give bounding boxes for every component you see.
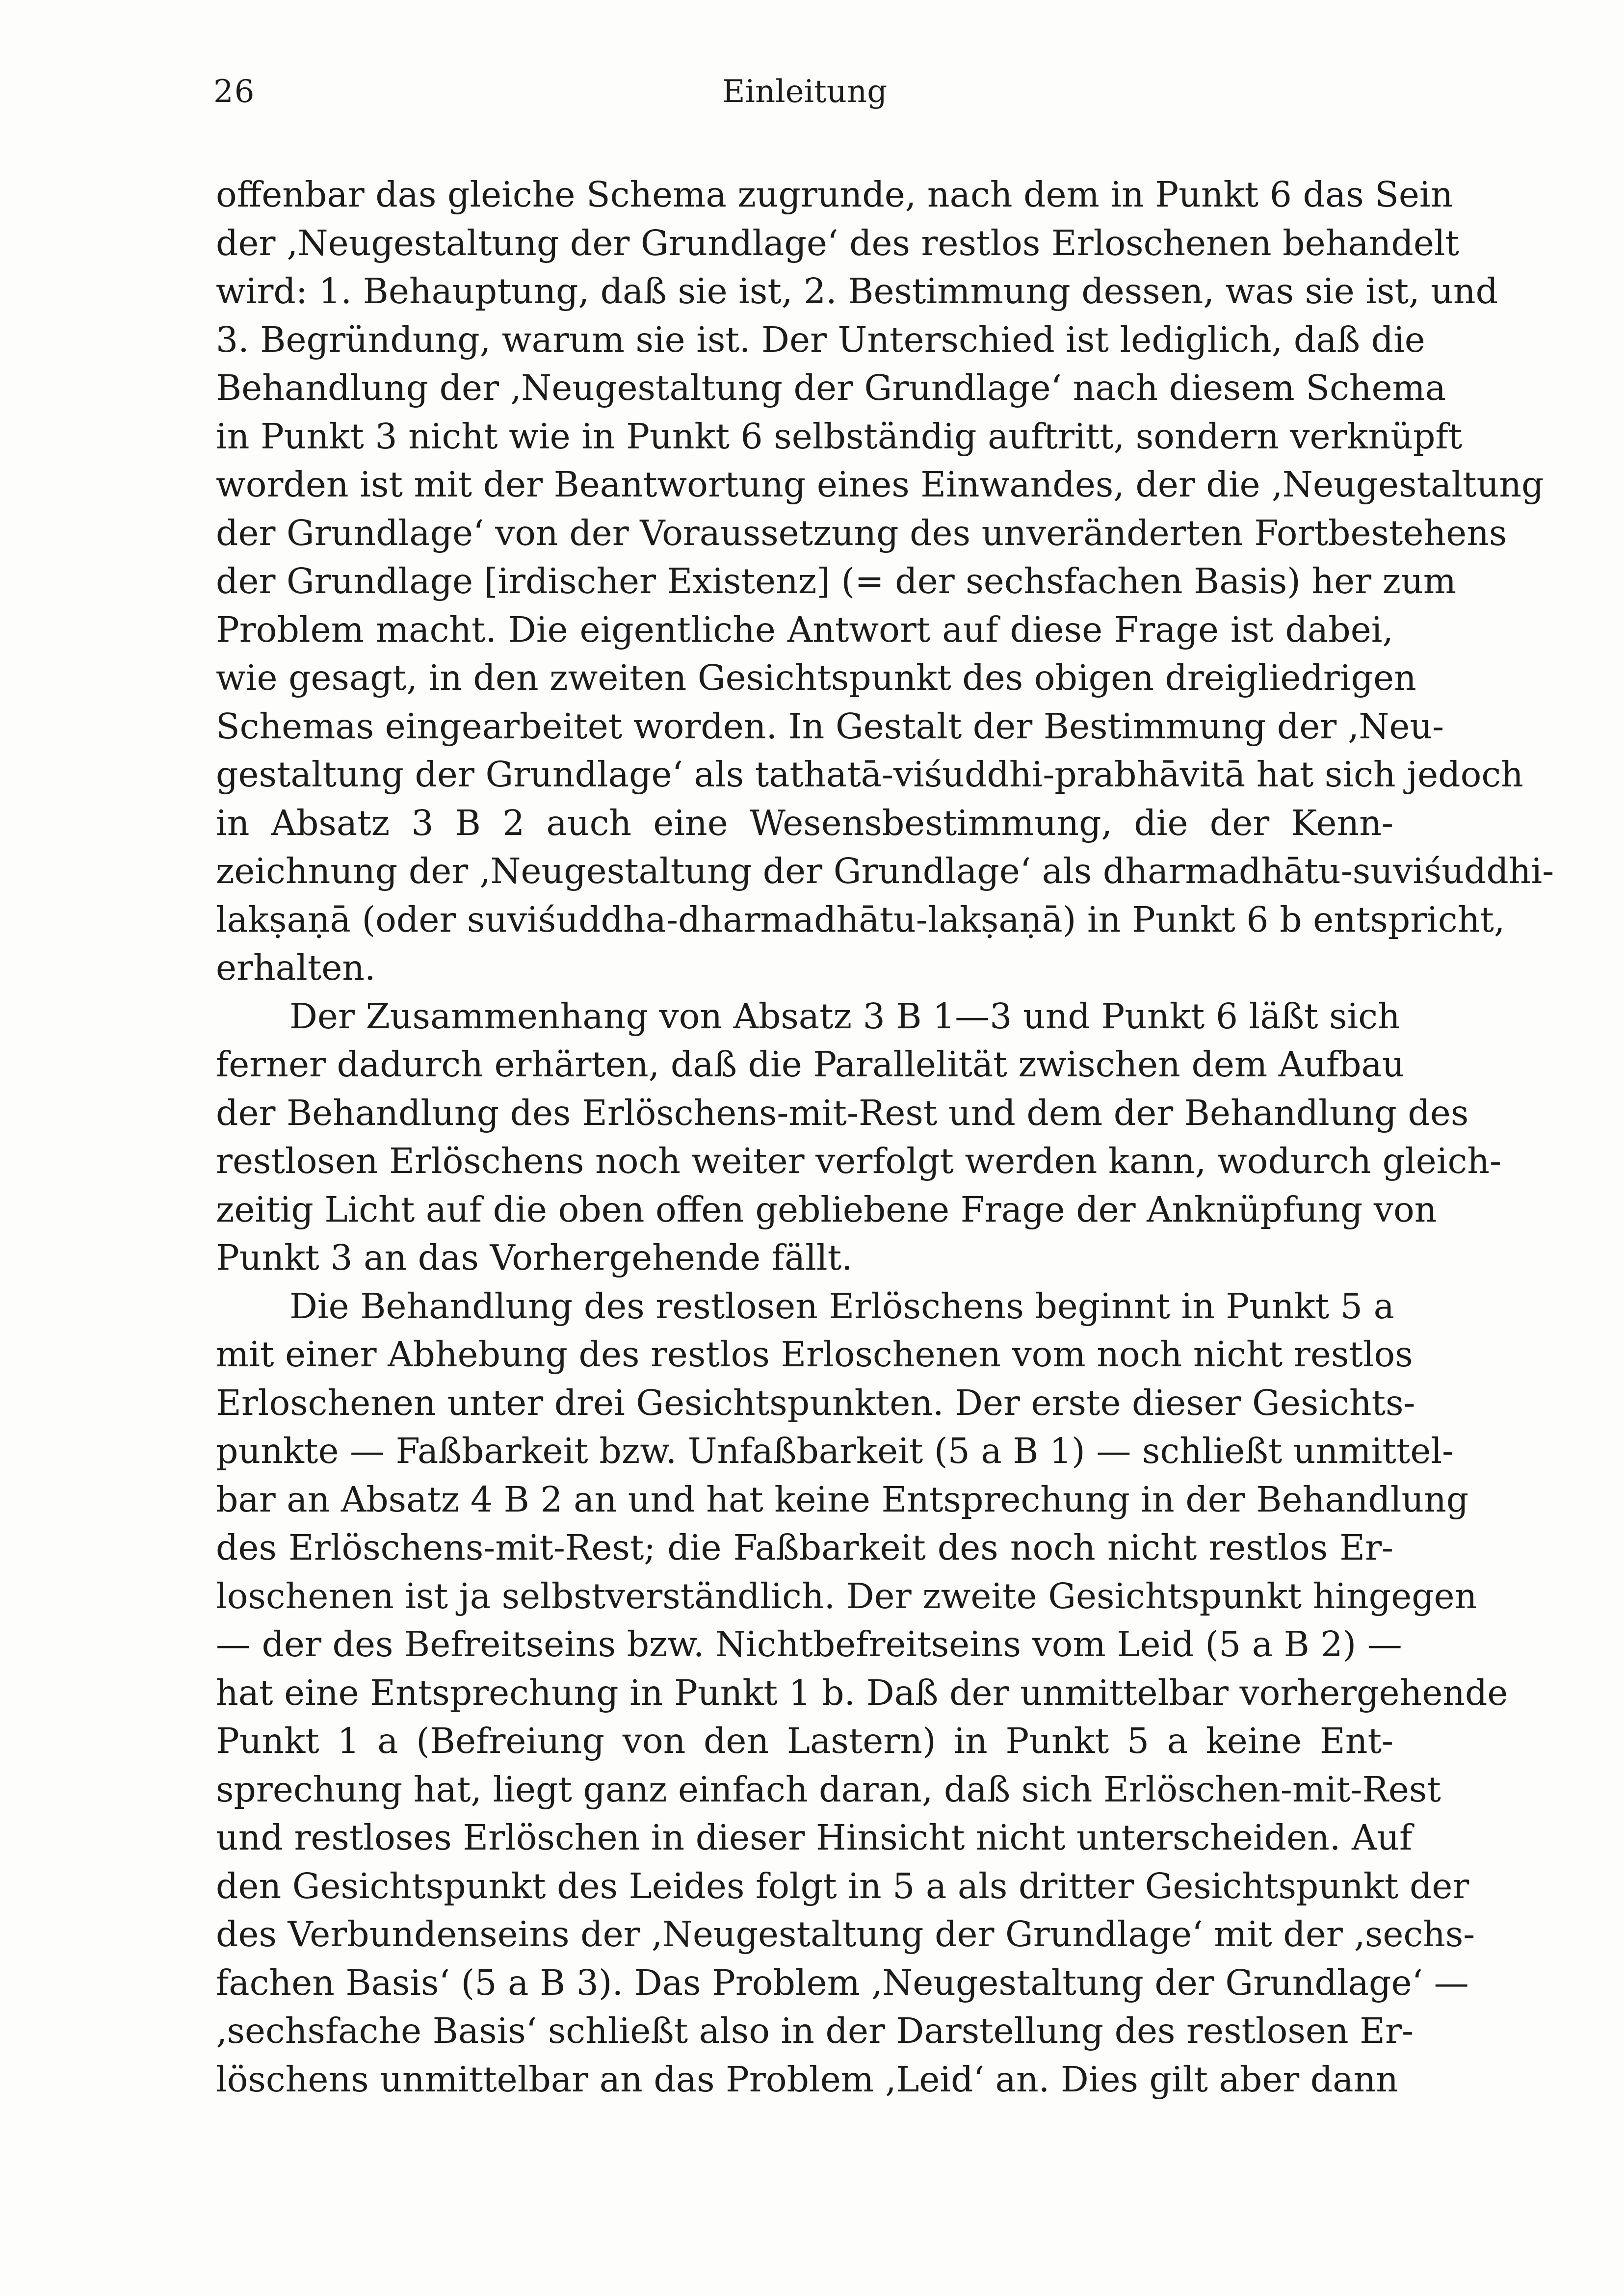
text-line: bar an Absatz 4 B 2 an und hat keine Entsprechung in der Behandlung xyxy=(216,1479,1469,1520)
text-line: des Verbundenseins der ‚Neugestaltung der Grundlage‘ mit der ‚sechs- xyxy=(216,1914,1475,1955)
text-line: ferner dadurch erhärten, daß die Parallelität zwischen dem Aufbau xyxy=(216,1044,1405,1085)
text-line: wird: 1. Behauptung, daß sie ist, 2. Bestimmung dessen, was sie ist, und xyxy=(216,271,1498,312)
text-line: der Grundlage‘ von der Voraussetzung des unveränderten Fortbestehens xyxy=(216,512,1507,553)
text-line: worden ist mit der Beantwortung eines Einwandes, der die ‚Neugestaltung xyxy=(216,464,1544,505)
text-line: lakṣaṇā (oder suviśuddha-dharmadhātu-lakṣaṇā) in Punkt 6 b entspricht, xyxy=(216,899,1505,940)
text-line: restlosen Erlöschens noch weiter verfolgt werden kann, wodurch gleich- xyxy=(216,1141,1501,1181)
text-line: löschens unmittelbar an das Problem ‚Leid‘ an. Dies gilt aber dann xyxy=(216,2059,1399,2100)
text-line: Schemas eingearbeitet worden. In Gestalt der Bestimmung der ‚Neu- xyxy=(216,705,1444,747)
text-line: loschenen ist ja selbstverständlich. Der zweite Gesichtspunkt hingegen xyxy=(216,1575,1477,1617)
paragraph-first-line: Die Behandlung des restlosen Erlöschens beginnt in Punkt 5 a xyxy=(289,1285,1394,1327)
text-line: und restloses Erlöschen in dieser Hinsicht nicht unterscheiden. Auf xyxy=(216,1817,1413,1858)
text-line: ‚sechsfache Basis‘ schließt also in der Darstellung des restlosen Er- xyxy=(216,2010,1414,2051)
text-line: der Behandlung des Erlöschens-mit-Rest und dem der Behandlung des xyxy=(216,1092,1469,1133)
text-line: zeichnung der ‚Neugestaltung der Grundlage‘ als dharmadhātu-suviśuddhi- xyxy=(216,851,1554,891)
running-title: Einleitung xyxy=(722,74,888,110)
text-line: Behandlung der ‚Neugestaltung der Grundlage‘ nach diesem Schema xyxy=(216,367,1446,408)
text-line: fachen Basis‘ (5 a B 3). Das Problem ‚Neugestaltung der Grundlage‘ — xyxy=(216,1962,1469,2003)
text-line: der Grundlage [irdischer Existenz] (= der sechsfachen Basis) her zum xyxy=(216,561,1457,601)
text-line: Punkt 3 an das Vorhergehende fällt. xyxy=(216,1237,853,1278)
text-line: offenbar das gleiche Schema zugrunde, nach dem in Punkt 6 das Sein xyxy=(216,174,1453,215)
text-line: in Absatz 3 B 2 auch eine Wesensbestimmung, die der Kenn- xyxy=(216,802,1393,843)
text-line: 3. Begründung, warum sie ist. Der Unterschied ist lediglich, daß die xyxy=(216,319,1425,360)
text-line: Problem macht. Die eigentliche Antwort auf diese Frage ist dabei, xyxy=(216,609,1393,650)
text-line: der ‚Neugestaltung der Grundlage‘ des restlos Erloschenen behandelt xyxy=(216,222,1460,263)
text-line: hat eine Entsprechung in Punkt 1 b. Daß der unmittelbar vorhergehende xyxy=(216,1672,1508,1713)
text-line: wie gesagt, in den zweiten Gesichtspunkt des obigen dreigliedrigen xyxy=(216,657,1416,698)
text-line: mit einer Abhebung des restlos Erloschenen vom noch nicht restlos xyxy=(216,1334,1413,1375)
text-line: sprechung hat, liegt ganz einfach daran, daß sich Erlöschen-mit-Rest xyxy=(216,1769,1441,1810)
text-line: Punkt 1 a (Befreiung von den Lastern) in Punkt 5 a keine Ent- xyxy=(216,1721,1393,1761)
paragraph-first-line: Der Zusammenhang von Absatz 3 B 1—3 und Punkt 6 läßt sich xyxy=(289,995,1400,1037)
text-line: des Erlöschens-mit-Rest; die Faßbarkeit des noch nicht restlos Er- xyxy=(216,1527,1393,1568)
running-head xyxy=(213,74,1396,128)
page-number: 26 xyxy=(213,74,256,110)
body-text xyxy=(216,171,1554,2104)
text-line: Erloschenen unter drei Gesichtspunkten. Der erste dieser Gesichts- xyxy=(216,1382,1415,1423)
text-line: in Punkt 3 nicht wie in Punkt 6 selbständig auftritt, sondern verknüpft xyxy=(216,416,1463,457)
text-line: gestaltung der Grundlage‘ als tathatā-viśuddhi-prabhāvitā hat sich jedoch xyxy=(216,754,1523,795)
text-line: den Gesichtspunkt des Leides folgt in 5 a als dritter Gesichtspunkt der xyxy=(216,1865,1469,1906)
text-line: erhalten. xyxy=(216,947,376,988)
text-line: zeitig Licht auf die oben offen gebliebene Frage der Anknüpfung von xyxy=(216,1189,1437,1230)
text-line: — der des Befreitseins bzw. Nichtbefreitseins vom Leid (5 a B 2) — xyxy=(216,1624,1402,1665)
text-line: punkte — Faßbarkeit bzw. Unfaßbarkeit (5 a B 1) — schließt unmittel- xyxy=(216,1431,1454,1471)
